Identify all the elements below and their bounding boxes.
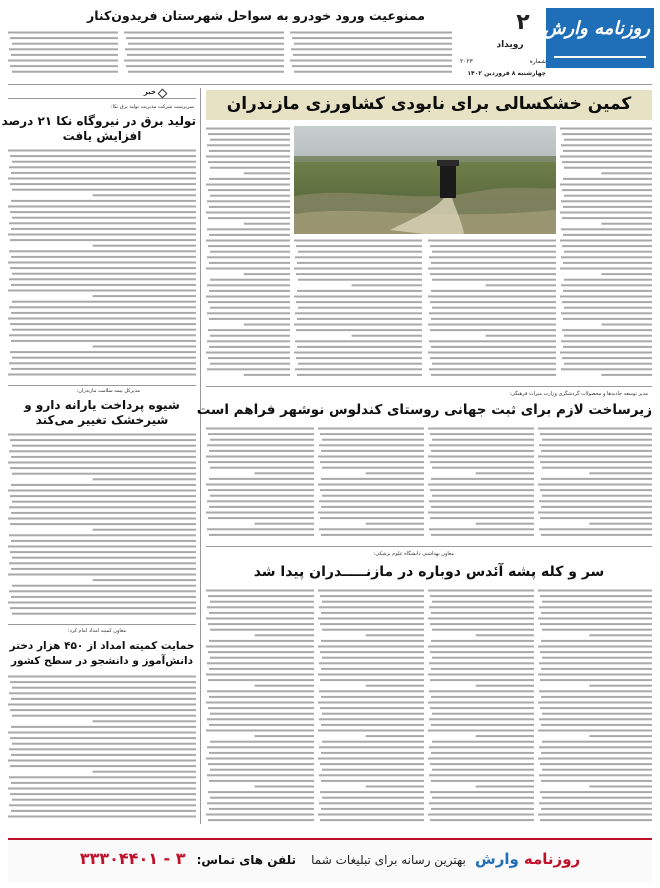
sidebar-tag [8,88,196,99]
text-lines-decoration [8,30,118,80]
aedes-col-3 [318,588,424,824]
footer-ad [8,838,652,882]
text-lines-decoration [290,30,452,80]
main-story-col-3 [428,238,556,382]
footer-phone: ۳ - ۳۳۳۰۴۴۰۱ [79,849,186,868]
field-photo-image [294,126,556,234]
headline-top-body-1 [290,30,452,80]
section-name: رویداد [496,40,524,50]
footer-slogan: بهترین رسانه برای تبلیغات شما [311,853,466,867]
sidebar-column-rule [200,88,201,824]
sidebar-story3-title-line1: حمایت کمیته امداد از ۴۵۰ هزار دختر [9,640,195,652]
sidebar-tag-label: خبر [143,88,156,96]
main-story-title: کمین خشکسالی برای نابودی کشاورزی مازندران [226,94,632,114]
text-lines-decoration [318,588,424,824]
sidebar-story3-body [8,674,196,822]
issue-box [460,58,546,68]
sidebar-story1-title-line2: افزایش یافت [62,129,142,143]
headline-top-body-2 [124,30,284,80]
logo-text: روزنامه وارش [543,18,650,39]
text-lines-decoration [428,588,534,824]
text-lines-decoration [8,432,196,620]
main-story-headline-band [206,90,652,120]
text-lines-decoration [206,126,290,382]
aedes-col-2 [428,588,534,824]
issue-value: ۲۰۲۳ [460,58,473,65]
main-story-col-4 [206,126,290,382]
text-lines-decoration [8,674,196,822]
footer-brand-name: وارش [475,850,519,868]
text-lines-decoration [124,30,284,80]
kandelos-kicker: مدیر توسعه جاذبه‌ها و محصولات گردشگری وزارت میراث فرهنگی: [509,391,648,397]
text-lines-decoration [206,426,314,542]
kandelos-title: زیرساخت لازم برای ثبت جهانی روستای کندلوس نوشهر فراهم است [196,402,652,418]
kandelos-divider [206,546,652,547]
page-number: ۲ [516,10,530,35]
sidebar-story3-title [8,639,196,669]
kandelos-col-1 [538,426,652,542]
sidebar-story2-title-line1: شیوه پرداخت یارانه دارو و [24,398,180,412]
main-story-col-2 [294,238,422,382]
footer-ad-content [8,849,652,868]
text-lines-decoration [560,126,652,382]
sidebar-story2-kicker: مدیرکل بیمه سلامت مازندران: [76,388,140,394]
issue-date: چهارشنبه ۸ فروردین ۱۴۰۲ [467,70,546,77]
sidebar-divider-1 [8,385,196,386]
aedes-col-1 [538,588,652,824]
aedes-kicker: معاون بهداشتی دانشگاه علوم پزشکی: [373,551,454,557]
text-lines-decoration [8,148,196,380]
kandelos-col-4 [206,426,314,542]
sidebar-story1-title [1,114,196,144]
sidebar-story3-kicker: معاون کمیته امداد امام کرد: [67,628,126,634]
text-lines-decoration [318,426,424,542]
aedes-col-4 [206,588,314,824]
main-story-divider [206,386,652,387]
text-lines-decoration [538,588,652,824]
aedes-title: سر و کله پشه آئدس دوباره در مازنـــــدران پیدا شد [253,564,605,580]
text-lines-decoration [428,426,534,542]
footer-brand-prefix: روزنامه [523,850,581,868]
sidebar-story1-title-line1: تولید برق در نیروگاه نکا ۲۱ درصد [1,114,196,128]
text-lines-decoration [538,426,652,542]
issue-label: شماره [529,58,546,65]
footer-phone-label: تلفن های تماس: [196,853,297,867]
kandelos-col-2 [428,426,534,542]
sidebar-tag-diamond-icon [158,89,168,99]
main-story-col-1 [560,126,652,382]
sidebar-story2-title [8,398,196,428]
sidebar-story1-kicker: سرپرست شرکت مدیریت تولید برق نکا: [110,104,194,110]
headline-top-body-3 [8,30,118,80]
text-lines-decoration [294,238,422,382]
masthead-logo [543,8,654,68]
sidebar-story1-body [8,148,196,380]
sidebar-story2-title-line2: شیرخشک تغییر می‌کند [35,413,169,427]
sidebar-story2-body [8,432,196,620]
text-lines-decoration [428,238,556,382]
logo-underline [554,56,646,58]
text-lines-decoration [206,588,314,824]
sidebar-divider-2 [8,624,196,625]
main-story-photo [294,126,556,234]
headline-top: ممنوعیت ورود خودرو به سواحل شهرستان فریدون‌کنار [87,8,425,23]
masthead-divider [8,84,652,85]
sidebar-story3-title-line2: دانش‌آموز و دانشجو در سطح کشور [10,655,194,667]
kandelos-col-3 [318,426,424,542]
